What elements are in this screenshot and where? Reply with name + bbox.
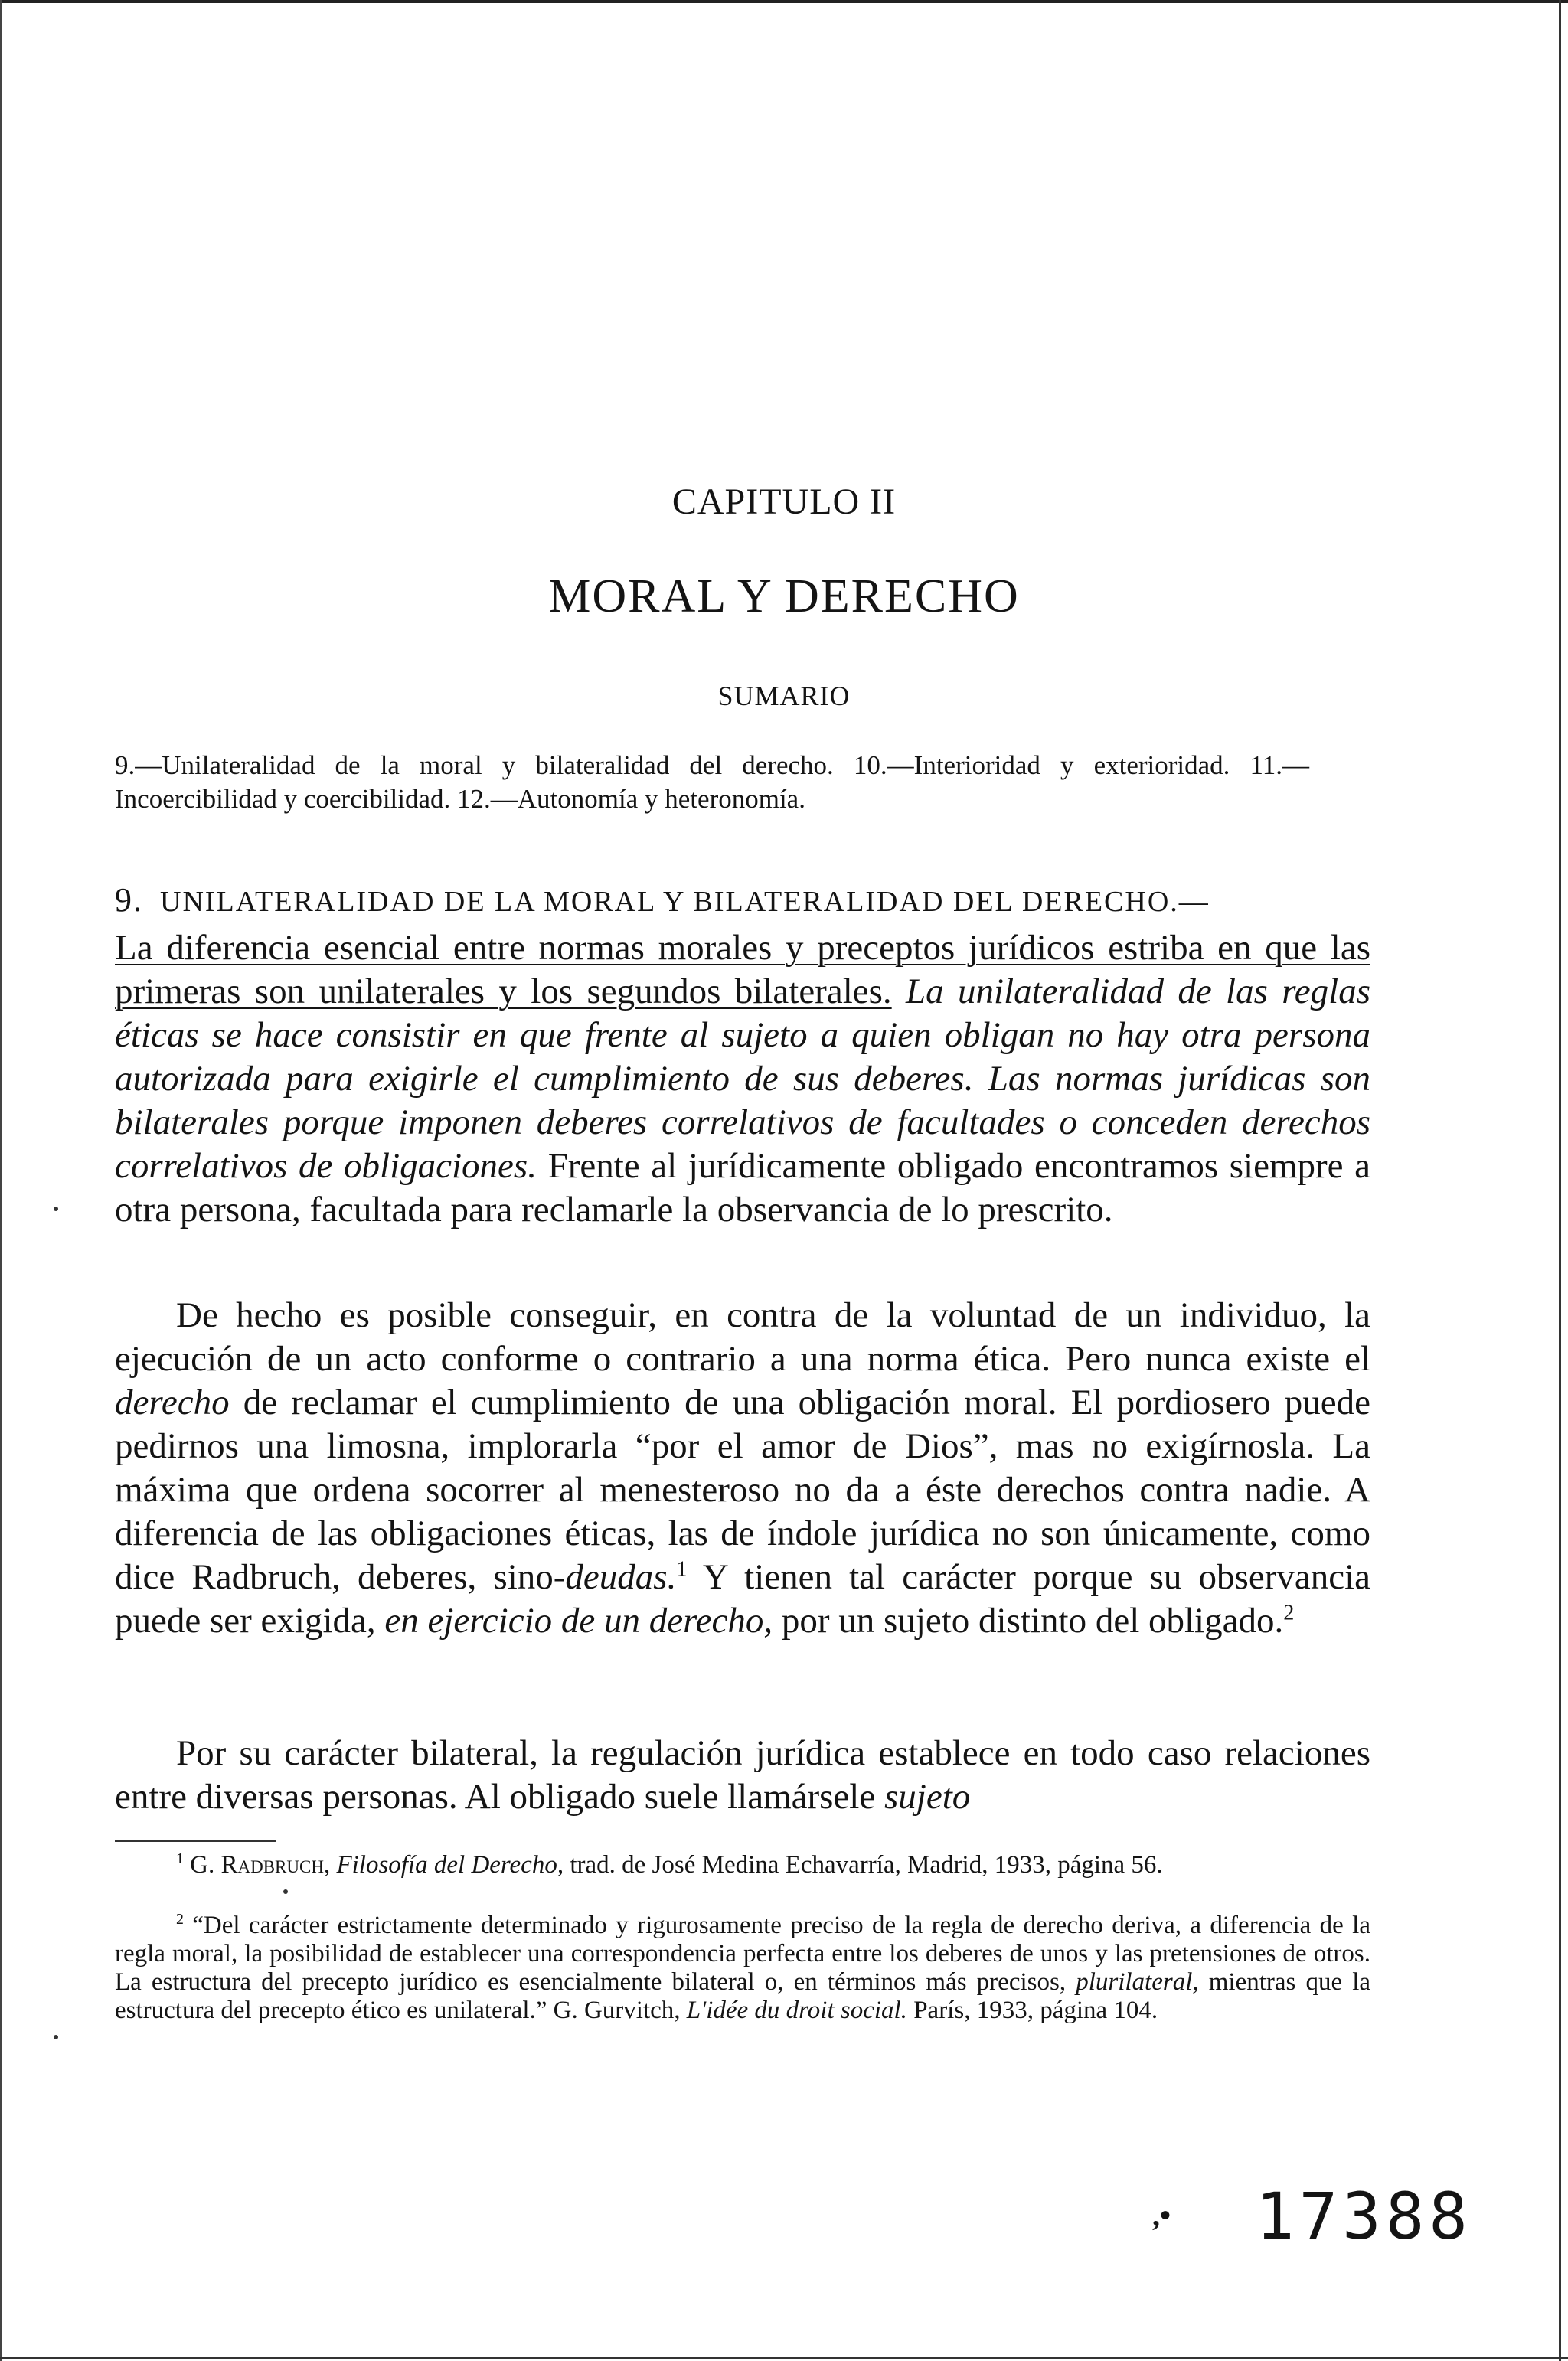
footnote-1 (115, 1851, 1370, 1879)
footnote-1-author: G. Radbruch, (190, 1851, 331, 1879)
paragraph-2-italic-deudas: deudas. (565, 1557, 677, 1597)
footnote-1-work: Filosofía del Derecho, (336, 1851, 564, 1879)
footnote-2-italic: plurilateral, (1076, 1968, 1199, 1996)
footnote-2-work: L'idée du droit social. (686, 1997, 907, 2024)
paragraph-3 (115, 1732, 1370, 1819)
paragraph-3-text: Por su carácter bilateral, la regulación jurídica establece en todo caso relaciones entre diversas personas. Al obligado suele llamársele (115, 1733, 1370, 1817)
chapter-heading: CAPITULO II (671, 482, 897, 522)
footnote-2-rest: París, 1933, página 104. (913, 1997, 1158, 2024)
paragraph-2-part-c: de reclamar el cumplimiento de una obligación moral. El pordiosero puede pedirnos una limosna, implorarla “por el amor de Dios”, mas no exigírnosla. La máxima que ordena socorrer al menesteroso no da a éste derechos contra nadie. A diferencia de las obligaciones éticas, las de índole jurídica no son únicamente, como dice Radbruch, deberes, sino (115, 1383, 1370, 1597)
footnote-ref-2: 2 (1283, 1601, 1295, 1625)
footnote-divider (115, 1840, 276, 1842)
paragraph-1-close: Frente al jurídicamente obligado encontramos siempre a otra persona, facultada para reclamarle la observancia de lo prescrito. (115, 1146, 1371, 1229)
scan-border-left (0, 0, 2, 2361)
paragraph-2-part-a: De hecho es posible conseguir, en contra de la voluntad de un individuo, la ejecución de un acto conforme o contrario a una norma ética. Pero nunca existe el (115, 1295, 1370, 1379)
stamp-number: 17388 (1256, 2179, 1472, 2254)
paragraph-2-italic-derecho: derecho (115, 1383, 230, 1422)
paragraph-2-part-e: Y tienen tal carácter porque su observancia puede ser exigida, (115, 1557, 1370, 1641)
footnote-2-number: 2 (176, 1911, 184, 1928)
footnote-2-text-2: mientras que la estructura del precepto ético es unilateral.” G. Gurvitch, (115, 1968, 1371, 2024)
section-heading (115, 880, 1370, 919)
footnote-2-text: “Del carácter estrictamente determinado y rigurosamente preciso de la regla de derecho deriva, a diferencia de la regla moral, la posibilidad de establecer una correspondencia perfecta entre los deberes de unos y las pretensiones de otros. La estructura del precepto jurídico es esencialmente bilateral o, en términos más precisos, (115, 1912, 1370, 1996)
margin-dot (54, 2035, 58, 2039)
margin-dot (54, 1207, 58, 1211)
footnote-ref-1: 1 (676, 1557, 688, 1582)
paragraph-1-lead: La diferencia esencial entre normas morales y preceptos jurídicos estriba en que las primeras son unilaterales y los segundos bilaterales. (115, 928, 1370, 1011)
paragraph-3-italic: sujeto (884, 1777, 971, 1817)
footnote-2 (115, 1912, 1370, 2025)
scan-border-right (1559, 0, 1561, 2361)
paragraph-2-italic-ejercicio: en ejercicio de un derecho, (384, 1601, 773, 1641)
scan-border-bottom (0, 2357, 1568, 2359)
scan-border-top (0, 0, 1568, 3)
margin-dot (283, 1889, 288, 1894)
paragraph-1 (115, 926, 1370, 1232)
paragraph-2-part-g: por un sujeto distinto del obligado. (781, 1601, 1284, 1641)
sumario-heading: SUMARIO (717, 681, 851, 711)
sumario-text: 9.—Unilateralidad de la moral y bilateralidad del derecho. 10.—Interioridad y exterioridad. 11.—Incoercibilidad y coercibilidad. 12.—Autonomía y heteronomía. (115, 750, 1309, 814)
paragraph-1-italic: La unilateralidad de las reglas éticas se hace consistir en que frente al sujeto a quien obligan no hay otra persona autorizada para exigirle el cumplimiento de sus deberes. Las normas jurídicas son bilaterales porque imponen deberes correlativos de facultades o conceden derechos correlativos de obligaciones. (115, 972, 1370, 1186)
chapter-title: MORAL Y DERECHO (548, 570, 1020, 622)
stamp-mark: ,• (1152, 2198, 1171, 2232)
footnote-1-rest: trad. de José Medina Echavarría, Madrid, 1933, página 56. (570, 1851, 1163, 1879)
paragraph-2: De hecho es posible conseguir, en contra de la voluntad de un individuo, la ejecución de un acto conforme o contrario a una norma ética. Pero nunca existe el derecho de reclamar el cumplimiento de una obligación moral. El pordiosero puede pedirnos una limosna, implorarla “por el amor de Dios”, mas no exigírnosla. La máxima que ordena socorrer al menesteroso no da a éste derechos contra nadie. A diferencia de las obligaciones éticas, las de índole jurídica no son únicamente, como dice Radbruch, deberes, sino-deudas.$^1$ Y tienen tal carácter porque su observancia puede ser exigida, en ejercicio de un derecho, por un sujeto distinto del obligado.$^2$ (115, 1295, 1370, 1641)
section-title: UNILATERALIDAD DE LA MORAL Y BILATERALIDAD DEL DERECHO.— (160, 886, 1210, 918)
section-number: 9. (115, 881, 143, 919)
footnote-1-number: 1 (176, 1850, 184, 1867)
